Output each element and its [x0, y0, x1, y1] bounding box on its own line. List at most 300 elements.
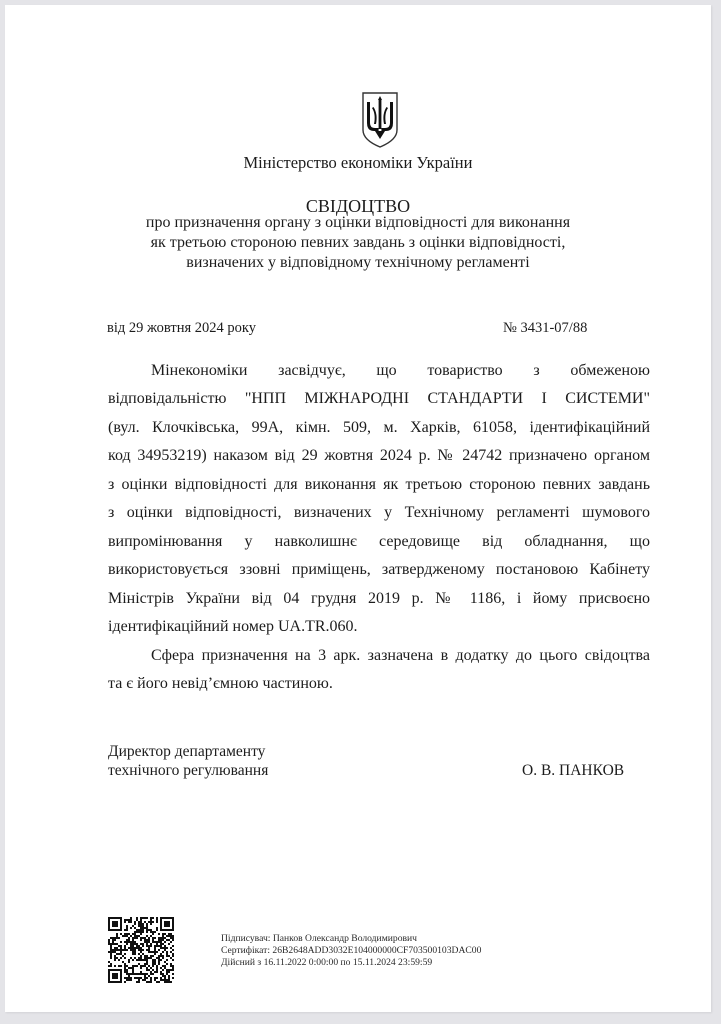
- qr-module: [110, 953, 112, 955]
- qr-module: [166, 939, 168, 941]
- qr-module: [126, 949, 128, 951]
- qr-module: [170, 951, 172, 953]
- qr-module: [144, 941, 146, 943]
- qr-module: [166, 979, 168, 981]
- qr-module: [154, 945, 156, 947]
- qr-module: [126, 927, 128, 929]
- qr-module: [112, 941, 114, 943]
- qr-module: [126, 933, 128, 935]
- qr-module: [130, 917, 132, 919]
- qr-module: [138, 945, 140, 947]
- qr-module: [110, 955, 112, 957]
- qr-module: [168, 943, 170, 945]
- qr-module: [172, 937, 174, 939]
- qr-module: [152, 961, 154, 963]
- qr-module: [146, 929, 148, 931]
- qr-module: [114, 957, 116, 959]
- qr-module: [128, 921, 130, 923]
- qr-module: [124, 977, 126, 979]
- qr-module: [124, 981, 126, 983]
- qr-module: [110, 965, 112, 967]
- qr-module: [140, 931, 142, 933]
- qr-module: [132, 971, 134, 973]
- qr-module: [146, 917, 148, 919]
- qr-module: [114, 959, 116, 961]
- qr-module: [150, 977, 152, 979]
- qr-module: [144, 975, 146, 977]
- qr-module: [148, 947, 150, 949]
- qr-module: [116, 943, 118, 945]
- qr-module: [154, 961, 156, 963]
- qr-module: [144, 963, 146, 965]
- qr-module: [128, 961, 130, 963]
- qr-module: [150, 955, 152, 957]
- qr-module: [162, 943, 164, 945]
- qr-module: [136, 959, 138, 961]
- qr-module: [164, 979, 166, 981]
- qr-module: [140, 929, 142, 931]
- qr-module: [128, 937, 130, 939]
- qr-module: [162, 947, 164, 949]
- qr-module: [154, 979, 156, 981]
- qr-module: [142, 979, 144, 981]
- qr-module: [144, 955, 146, 957]
- qr-module: [136, 977, 138, 979]
- qr-module: [146, 935, 148, 937]
- qr-module: [170, 963, 172, 965]
- qr-module: [148, 965, 150, 967]
- qr-module: [140, 943, 142, 945]
- qr-module: [158, 937, 160, 939]
- qr-module: [170, 933, 172, 935]
- qr-module: [140, 957, 142, 959]
- qr-module: [140, 917, 142, 919]
- qr-module: [126, 941, 128, 943]
- qr-module: [134, 921, 136, 923]
- qr-module: [134, 973, 136, 975]
- qr-module: [148, 975, 150, 977]
- qr-module: [164, 975, 166, 977]
- qr-module: [144, 937, 146, 939]
- qr-module: [142, 927, 144, 929]
- certificate-number: № 3431-07/88: [503, 320, 588, 336]
- qr-module: [130, 935, 132, 937]
- qr-module: [146, 977, 148, 979]
- qr-module: [130, 919, 132, 921]
- qr-module: [128, 919, 130, 921]
- qr-module: [146, 931, 148, 933]
- qr-module: [136, 981, 138, 983]
- qr-module: [152, 969, 154, 971]
- qr-module: [114, 951, 116, 953]
- qr-module: [124, 935, 126, 937]
- qr-module: [138, 953, 140, 955]
- qr-module: [138, 957, 140, 959]
- qr-module: [162, 951, 164, 953]
- qr-module: [160, 955, 162, 957]
- qr-module: [132, 969, 134, 971]
- qr-module: [166, 973, 168, 975]
- qr-module: [134, 957, 136, 959]
- qr-module: [140, 959, 142, 961]
- qr-module: [118, 949, 120, 951]
- qr-module: [130, 977, 132, 979]
- qr-module: [138, 925, 140, 927]
- qr-module: [162, 957, 164, 959]
- qr-module: [140, 965, 142, 967]
- qr-module: [124, 971, 126, 973]
- qr-module: [132, 967, 134, 969]
- qr-module: [126, 935, 128, 937]
- qr-module: [146, 967, 148, 969]
- body-line: та є його невід’ємною частиною.: [108, 675, 333, 692]
- qr-module: [172, 959, 174, 961]
- qr-module: [148, 949, 150, 951]
- certificate-validity: Дійсний з 16.11.2022 0:00:00 по 15.11.2024 23:59:59: [221, 957, 433, 968]
- qr-module: [150, 967, 152, 969]
- qr-module: [170, 941, 172, 943]
- qr-module: [120, 941, 122, 943]
- certificate-subtitle-line: визначених у відповідному технічному регламенті: [186, 254, 530, 271]
- qr-module: [152, 955, 154, 957]
- qr-module: [148, 951, 150, 953]
- qr-module: [140, 971, 142, 973]
- qr-module: [140, 923, 142, 925]
- qr-module: [162, 969, 164, 971]
- qr-module: [134, 923, 136, 925]
- qr-module: [148, 939, 150, 941]
- qr-module: [146, 925, 148, 927]
- qr-module: [160, 979, 162, 981]
- qr-module: [154, 947, 156, 949]
- qr-module: [156, 919, 158, 921]
- qr-module: [164, 981, 166, 983]
- qr-module: [124, 967, 126, 969]
- qr-module: [156, 927, 158, 929]
- qr-module: [164, 977, 166, 979]
- qr-module: [142, 949, 144, 951]
- qr-module: [110, 963, 112, 965]
- qr-module: [128, 941, 130, 943]
- qr-module: [130, 945, 132, 947]
- qr-module: [144, 939, 146, 941]
- qr-module: [162, 939, 164, 941]
- qr-module: [148, 941, 150, 943]
- qr-module: [130, 947, 132, 949]
- qr-module: [154, 951, 156, 953]
- qr-module: [138, 931, 140, 933]
- qr-module: [140, 967, 142, 969]
- qr-code-icon[interactable]: [108, 917, 174, 983]
- qr-module: [126, 969, 128, 971]
- qr-module: [108, 943, 110, 945]
- qr-module: [172, 945, 174, 947]
- qr-module: [154, 931, 156, 933]
- qr-module: [116, 937, 118, 939]
- qr-module: [136, 937, 138, 939]
- qr-module: [112, 943, 114, 945]
- qr-module: [168, 975, 170, 977]
- qr-module: [172, 967, 174, 969]
- qr-module: [154, 971, 156, 973]
- qr-module: [156, 969, 158, 971]
- qr-module: [150, 919, 152, 921]
- qr-module: [150, 931, 152, 933]
- qr-module: [156, 977, 158, 979]
- ministry-name: Міністерство економіки України: [243, 153, 473, 172]
- qr-module: [142, 917, 144, 919]
- qr-module: [130, 979, 132, 981]
- qr-module: [156, 929, 158, 931]
- qr-module: [124, 921, 126, 923]
- qr-module: [136, 935, 138, 937]
- qr-module: [108, 961, 110, 963]
- qr-module: [120, 957, 122, 959]
- qr-module: [132, 925, 134, 927]
- qr-module: [136, 945, 138, 947]
- qr-module: [164, 945, 166, 947]
- qr-module: [132, 939, 134, 941]
- qr-module: [144, 965, 146, 967]
- qr-module: [126, 925, 128, 927]
- qr-module: [160, 943, 162, 945]
- body-line: код 34953219) наказом від 29 жовтня 2024 р. № 24742 призначено органом: [108, 447, 650, 464]
- qr-module: [136, 973, 138, 975]
- qr-module: [152, 933, 154, 935]
- qr-module: [158, 945, 160, 947]
- qr-module: [120, 953, 122, 955]
- qr-module: [126, 939, 128, 941]
- qr-module: [122, 935, 124, 937]
- qr-module: [128, 975, 130, 977]
- qr-module: [130, 949, 132, 951]
- qr-module: [172, 939, 174, 941]
- qr-module: [158, 939, 160, 941]
- qr-module: [146, 973, 148, 975]
- qr-module: [158, 963, 160, 965]
- qr-module: [130, 943, 132, 945]
- qr-module: [138, 949, 140, 951]
- qr-module: [162, 955, 164, 957]
- qr-module: [164, 941, 166, 943]
- qr-module: [166, 953, 168, 955]
- qr-module: [140, 927, 142, 929]
- qr-module: [134, 951, 136, 953]
- qr-module: [114, 947, 116, 949]
- qr-module: [142, 925, 144, 927]
- body-line: з оцінки відповідності для виконання як третьою стороною певних завдань: [108, 476, 650, 493]
- qr-module: [150, 935, 152, 937]
- qr-module: [148, 937, 150, 939]
- qr-module: [124, 957, 126, 959]
- qr-module: [118, 965, 120, 967]
- qr-module: [168, 971, 170, 973]
- qr-module: [146, 949, 148, 951]
- qr-module: [132, 951, 134, 953]
- qr-module: [158, 961, 160, 963]
- qr-module: [158, 981, 160, 983]
- qr-module: [150, 923, 152, 925]
- qr-module: [140, 921, 142, 923]
- qr-module: [158, 941, 160, 943]
- qr-module: [114, 943, 116, 945]
- body-line: Сфера призначення на 3 арк. зазначена в додатку до цього свідоцтва: [151, 647, 650, 664]
- qr-module: [166, 971, 168, 973]
- qr-module: [124, 941, 126, 943]
- qr-module: [166, 981, 168, 983]
- qr-module: [160, 973, 162, 975]
- qr-module: [144, 959, 146, 961]
- qr-module: [136, 943, 138, 945]
- qr-module: [156, 981, 158, 983]
- qr-module: [152, 917, 154, 919]
- qr-module: [152, 973, 154, 975]
- qr-module: [110, 957, 112, 959]
- qr-module: [128, 973, 130, 975]
- qr-module: [134, 927, 136, 929]
- qr-module: [120, 933, 122, 935]
- qr-module: [150, 917, 152, 919]
- qr-module: [154, 941, 156, 943]
- qr-module: [168, 955, 170, 957]
- qr-module: [108, 939, 110, 941]
- qr-module: [152, 937, 154, 939]
- qr-module: [110, 943, 112, 945]
- qr-module: [144, 927, 146, 929]
- qr-module: [168, 939, 170, 941]
- qr-module: [158, 933, 160, 935]
- qr-module: [134, 949, 136, 951]
- qr-module: [120, 951, 122, 953]
- qr-module: [170, 935, 172, 937]
- qr-module: [134, 977, 136, 979]
- qr-module: [162, 973, 164, 975]
- qr-module: [138, 921, 140, 923]
- qr-module: [164, 961, 166, 963]
- signatory-name: О. В. ПАНКОВ: [522, 762, 625, 779]
- qr-module: [146, 927, 148, 929]
- qr-module: [116, 947, 118, 949]
- qr-module: [118, 945, 120, 947]
- qr-module: [114, 949, 116, 951]
- qr-module: [170, 969, 172, 971]
- qr-module: [172, 949, 174, 951]
- signatory-title-line: Директор департаменту: [108, 743, 266, 760]
- qr-module: [172, 965, 174, 967]
- qr-module: [146, 941, 148, 943]
- qr-module: [160, 947, 162, 949]
- qr-module: [162, 933, 164, 935]
- qr-module: [140, 947, 142, 949]
- qr-module: [168, 977, 170, 979]
- qr-module: [172, 953, 174, 955]
- qr-module: [140, 919, 142, 921]
- qr-module: [136, 917, 138, 919]
- qr-module: [156, 971, 158, 973]
- qr-module: [156, 951, 158, 953]
- qr-module: [130, 921, 132, 923]
- qr-module: [152, 921, 154, 923]
- qr-module: [152, 965, 154, 967]
- qr-module: [160, 971, 162, 973]
- qr-module: [142, 943, 144, 945]
- qr-module: [166, 959, 168, 961]
- qr-module: [160, 953, 162, 955]
- certificate-serial: Сертифікат: 26B2648ADD3032E104000000CF703500103DAC00: [221, 945, 482, 956]
- qr-module: [132, 949, 134, 951]
- issue-date: від 29 жовтня 2024 року: [107, 320, 257, 336]
- qr-module: [162, 965, 164, 967]
- qr-module: [150, 971, 152, 973]
- qr-module: [110, 949, 112, 951]
- qr-module: [152, 939, 154, 941]
- qr-module: [136, 965, 138, 967]
- qr-module: [112, 949, 114, 951]
- qr-module: [116, 949, 118, 951]
- qr-module: [170, 947, 172, 949]
- qr-module: [124, 953, 126, 955]
- qr-module: [172, 935, 174, 937]
- qr-module: [162, 975, 164, 977]
- qr-module: [134, 965, 136, 967]
- qr-module: [138, 979, 140, 981]
- qr-module: [156, 967, 158, 969]
- qr-module: [124, 933, 126, 935]
- qr-module: [132, 943, 134, 945]
- qr-module: [108, 941, 110, 943]
- qr-module: [138, 981, 140, 983]
- qr-module: [116, 935, 118, 937]
- body-line: Мінекономіки засвідчує, що товариство з обмеженою: [151, 362, 650, 379]
- qr-module: [158, 955, 160, 957]
- qr-module: [124, 969, 126, 971]
- qr-module: [112, 939, 114, 941]
- body-line: відповідальністю "НПП МІЖНАРОДНІ СТАНДАРТИ І СИСТЕМИ": [108, 390, 650, 407]
- qr-module: [132, 937, 134, 939]
- qr-module: [124, 947, 126, 949]
- qr-module: [138, 977, 140, 979]
- qr-module: [158, 949, 160, 951]
- body-line: використовується ззовні приміщень, затвердженому постановою Кабінету: [108, 561, 650, 578]
- qr-module: [162, 935, 164, 937]
- qr-module: [120, 945, 122, 947]
- qr-module: [170, 937, 172, 939]
- qr-module: [130, 957, 132, 959]
- qr-module: [128, 959, 130, 961]
- qr-module: [148, 981, 150, 983]
- qr-module: [140, 933, 142, 935]
- qr-module: [140, 955, 142, 957]
- qr-module: [154, 963, 156, 965]
- body-line: Міністрів України від 04 грудня 2019 р. № 1186, і йому присвоєно: [108, 590, 650, 607]
- qr-module: [124, 963, 126, 965]
- qr-module: [166, 935, 168, 937]
- qr-module: [126, 943, 128, 945]
- body-line: (вул. Клочківська, 99А, кімн. 509, м. Харків, 61058, ідентифікаційний: [108, 419, 650, 436]
- trident-coat-of-arms-icon: [360, 90, 400, 150]
- qr-module: [128, 967, 130, 969]
- qr-module: [126, 929, 128, 931]
- qr-module: [146, 923, 148, 925]
- qr-module: [118, 953, 120, 955]
- qr-module: [130, 967, 132, 969]
- qr-module: [166, 969, 168, 971]
- qr-module: [156, 941, 158, 943]
- qr-module: [126, 971, 128, 973]
- qr-module: [144, 957, 146, 959]
- qr-module: [136, 929, 138, 931]
- qr-module: [132, 965, 134, 967]
